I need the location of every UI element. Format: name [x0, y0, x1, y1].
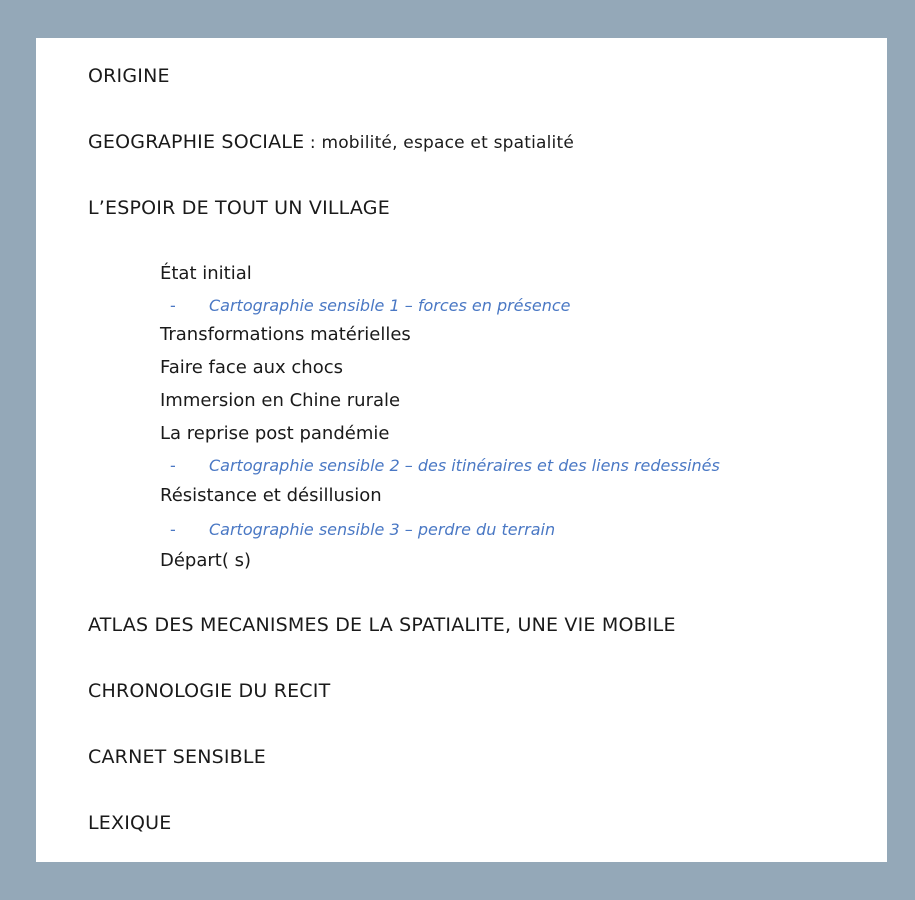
toc-entry-lexique[interactable]	[88, 812, 171, 834]
toc-entry-label: CHRONOLOGIE DU RECIT	[88, 680, 331, 702]
toc-chapter-immersion[interactable]	[160, 390, 400, 411]
toc-chapter-label: État initial	[160, 263, 252, 284]
cartography-label: Cartographie sensible 2 – des itinéraires et des liens redessinés	[209, 456, 720, 475]
toc-page	[36, 38, 887, 862]
toc-entry-label: LEXIQUE	[88, 812, 172, 834]
toc-chapter-label: Immersion en Chine rurale	[160, 390, 401, 411]
toc-entry-espoir[interactable]	[88, 197, 390, 219]
toc-chapter-resistance[interactable]	[160, 485, 382, 506]
toc-entry-label: ORIGINE	[88, 65, 170, 87]
toc-chapter-chocs[interactable]	[160, 357, 343, 378]
list-dash: -	[170, 456, 176, 475]
toc-entry-label: L’ESPOIR DE TOUT UN VILLAGE	[88, 197, 390, 219]
toc-chapter-label: Départ( s)	[160, 550, 251, 571]
toc-entry-label: ATLAS DES MECANISMES DE LA SPATIALITE, UNE VIE MOBILE	[88, 614, 676, 636]
list-dash: -	[170, 296, 176, 315]
toc-entry-geographie-sociale[interactable]	[88, 131, 574, 153]
toc-entry-label: GEOGRAPHIE SOCIALE	[88, 131, 305, 153]
toc-entry-carnet[interactable]	[88, 746, 266, 768]
toc-entry-label: CARNET SENSIBLE	[88, 746, 266, 768]
toc-chapter-label: Transformations matérielles	[160, 324, 411, 345]
toc-entry-atlas[interactable]	[88, 614, 676, 636]
toc-cartography-3[interactable]	[170, 520, 555, 539]
toc-entry-chronologie[interactable]	[88, 680, 330, 702]
toc-chapter-label: La reprise post pandémie	[160, 423, 390, 444]
toc-entry-origine[interactable]	[88, 65, 170, 87]
list-dash: -	[170, 520, 176, 539]
toc-chapter-depart[interactable]	[160, 550, 251, 571]
cartography-label: Cartographie sensible 3 – perdre du terrain	[209, 520, 556, 539]
toc-chapter-reprise[interactable]	[160, 423, 389, 444]
toc-cartography-2[interactable]	[170, 456, 720, 475]
toc-chapter-etat-initial[interactable]	[160, 263, 252, 284]
toc-cartography-1[interactable]	[170, 296, 570, 315]
toc-chapter-transformations[interactable]	[160, 324, 411, 345]
toc-entry-subtitle: : mobilité, espace et spatialité	[304, 133, 575, 153]
toc-chapter-label: Résistance et désillusion	[160, 485, 382, 506]
toc-chapter-label: Faire face aux chocs	[160, 357, 343, 378]
cartography-label: Cartographie sensible 1 – forces en présence	[209, 296, 571, 315]
